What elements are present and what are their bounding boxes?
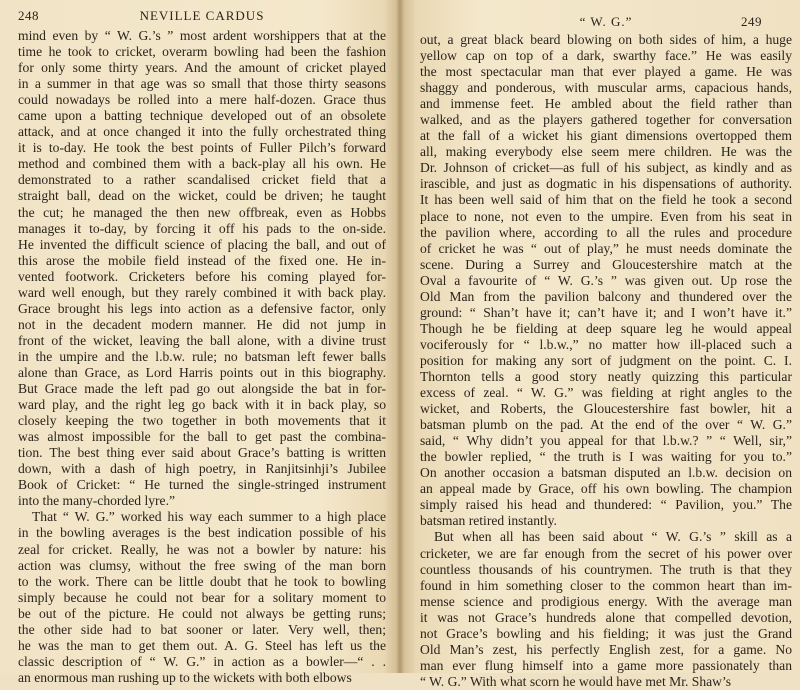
right-page bbox=[400, 0, 800, 689]
right-text-line: ground: “ Shan’t have it; can’t have it; and I won’t have it.” bbox=[420, 304, 792, 320]
right-text-line: position for making any sort of judgment on the point. C. I. bbox=[420, 352, 792, 368]
left-text-line: demonstrated to a rather scandalised cricket field that a bbox=[18, 172, 386, 188]
left-text-line: came upon a batting technique developed out of an obsolete bbox=[18, 108, 386, 124]
left-text-line: in a summer in that age was so small that those thirty seasons bbox=[18, 76, 386, 92]
left-text-line: mind even by “ W. G.’s ” most ardent worshippers that at the bbox=[18, 28, 386, 43]
right-text-line: Thornton tells a good story neatly quizzing this particular bbox=[420, 368, 792, 384]
left-text-line: Book of Cricket: “ He turned the single-stringed instrument bbox=[18, 477, 386, 493]
left-text-line: time he took to cricket, overarm bowling had been the fashion bbox=[18, 44, 386, 60]
left-text-line: an enormous man rushing up to the wickets with both elbows bbox=[18, 669, 352, 685]
right-page-header bbox=[420, 14, 792, 34]
right-text-line: of cricket he was “ out of play,” he must needs dominate the bbox=[420, 240, 792, 256]
left-page-header bbox=[18, 8, 386, 28]
right-text-line: “ W. G.” With what scorn he would have met Mr. Shaw’s bbox=[420, 673, 732, 689]
right-text-line: not Grace’s bowling and his fielding; it was just the Grand bbox=[420, 625, 792, 641]
left-text-line: he was the man to get them out. A. G. Steel has left us the bbox=[18, 637, 386, 653]
right-text-line: man ever flung himself into a game more passionately than bbox=[420, 657, 792, 673]
right-text-line: mense science and prodigious energy. With the average man bbox=[420, 593, 792, 609]
left-text-line: down, with a dash of high poetry, in Ranjitsinhji’s Jubilee bbox=[18, 461, 386, 477]
right-text-line: the most spectacular man that ever played a game. He was bbox=[420, 64, 792, 80]
left-text-line: zeal for cricket. Really, he was not a bowler by nature: his bbox=[18, 541, 386, 557]
left-text-line: this arose the mobile field instead of the fixed one. He in- bbox=[18, 252, 386, 268]
right-text-line: the bowler replied, “ the truth is I was waiting for you to.” bbox=[420, 449, 792, 465]
right-text-line: batsman plumb on the pad. At the end of the over “ W. G.” bbox=[420, 417, 792, 433]
right-text-line: out, a great black beard blowing on both sides of him, a huge bbox=[420, 32, 792, 47]
right-text-line: scene. During a Surrey and Gloucestershire match at the bbox=[420, 256, 792, 272]
left-text-line: But Grace made the left pad go out alongside the bat in for- bbox=[18, 381, 386, 397]
left-text-line: the cut; he managed the then new offbreak, even as Hobbs bbox=[18, 204, 386, 220]
left-text-line: straight ball, dead on the wicket, could be driven; he taught bbox=[18, 188, 386, 204]
right-running-head: “ W. G.” bbox=[579, 14, 633, 29]
right-text-line: said, “ Why didn’t you appeal for that l.b.w.? ” “ Well, sir,” bbox=[420, 433, 792, 449]
left-text-line: into the many-chorded lyre.” bbox=[18, 493, 176, 509]
left-text-line: the other side had to bat sooner or later. Very well, then; bbox=[18, 621, 386, 637]
right-text-line: But when all has been said about “ W. G.’s ” skill as a bbox=[434, 529, 792, 545]
right-text-line: It has been well said of him that on the field he took a second bbox=[420, 192, 792, 208]
right-text-line: cricketer, we are far enough from the secret of his power over bbox=[420, 545, 792, 561]
left-text-line: classic description of “ W. G.” in action as a bowler—“ . . bbox=[18, 653, 386, 669]
right-text-line: On another occasion a batsman disputed an l.b.w. decision on bbox=[420, 465, 792, 481]
right-text-line: found in him something closer to the common heart than im- bbox=[420, 577, 792, 593]
right-text-line: the pavilion where, according to all the rules and procedure bbox=[420, 224, 792, 240]
right-text-line: walked, and as the players gathered together for conversation bbox=[420, 112, 792, 128]
right-text-line: yellow cap on top of a dark, swarthy face.” He was easily bbox=[420, 48, 792, 64]
left-text-line: closely keeping the two together in both movements that it bbox=[18, 413, 386, 429]
right-text-line: wicket, and Roberts, the Gloucestershire fast bowler, hit a bbox=[420, 401, 792, 417]
right-text-line: Old Man’s zest, his perfectly English zest, for a game. No bbox=[420, 641, 792, 657]
left-text-line: in the umpire and the l.b.w. rule; no batsman left fewer balls bbox=[18, 348, 386, 364]
left-text-line: That “ W. G.” worked his way each summer to a high place bbox=[32, 509, 386, 525]
right-text-line: all, making everybody else seem mere children. He was the bbox=[420, 144, 792, 160]
left-page-text bbox=[18, 28, 386, 686]
right-text-line: it was not Grace’s hundreds alone that compelled devotion, bbox=[420, 609, 792, 625]
right-text-line: shaggy and ponderous, with muscular arms, capacious hands, bbox=[420, 80, 792, 96]
left-page-number: 248 bbox=[18, 8, 39, 23]
right-text-line: Oval a favourite of “ W. G.’s ” was given out. Up rose the bbox=[420, 272, 792, 288]
left-text-line: tion. The best thing ever said about Grace’s batting is written bbox=[18, 445, 386, 461]
right-text-line: Dr. Johnson of cricket—as full of his subject, as kindly and as bbox=[420, 160, 792, 176]
right-text-line: Old Man from the pavilion balcony and thundered over the bbox=[420, 288, 792, 304]
left-text-line: Grace brought his legs into action as a defensive factor, only bbox=[18, 300, 386, 316]
right-text-line: an appeal made by Grace, off his own bowling. The champion bbox=[420, 481, 792, 497]
right-text-line: place to none, not even to the umpire. Even from his seat in bbox=[420, 208, 792, 224]
left-text-line: could nowadays be rolled into a mere half-dozen. Grace thus bbox=[18, 92, 386, 108]
left-text-line: to the work. There can be little doubt that he took to bowling bbox=[18, 573, 386, 589]
right-text-line: vociferously for “ l.b.w.,” no matter how ill-placed such a bbox=[420, 336, 792, 352]
left-text-line: ward well enough, but they rarely combined it with back play. bbox=[18, 284, 386, 300]
left-text-line: in the bowling averages is the best indication possible of his bbox=[18, 525, 386, 541]
left-text-line: alone than Grace, as Lord Harris points out in this biography. bbox=[18, 364, 386, 380]
right-text-line: simply raised his head and thundered: “ Pavilion, you.” The bbox=[420, 497, 792, 513]
left-text-line: action was clumsy, without the free swing of the man born bbox=[18, 557, 386, 573]
left-text-line: be out of the picture. He could not always be getting runs; bbox=[18, 605, 386, 621]
left-text-line: for only some thirty years. And the amount of cricket played bbox=[18, 60, 386, 76]
left-text-line: manages it to-day, by forcing it off his pads to the on-side. bbox=[18, 220, 386, 236]
left-text-line: it is to-day. He took the best points of Fuller Pilch’s forward bbox=[18, 140, 386, 156]
right-text-line: at the fall of a wicket his giant dimensions overtopped them bbox=[420, 128, 792, 144]
right-page-text bbox=[420, 32, 792, 690]
left-text-line: vented footwork. Cricketers before his coming played for- bbox=[18, 268, 386, 284]
left-running-head: NEVILLE CARDUS bbox=[139, 8, 265, 23]
right-page-number: 249 bbox=[741, 14, 762, 29]
left-text-line: attack, and at once changed it into the fully orchestrated thing bbox=[18, 124, 386, 140]
right-text-line: countless thousands of his countrymen. The truth is that they bbox=[420, 561, 792, 577]
right-text-line: Though he be fielding at deep square leg he would appeal bbox=[420, 320, 792, 336]
left-text-line: method and combined them with a back-play all his own. He bbox=[18, 156, 386, 172]
left-text-line: simply because he could not bear for a solitary moment to bbox=[18, 589, 386, 605]
left-text-line: not in the decadent modern manner. He did not jump in bbox=[18, 316, 386, 332]
left-page bbox=[0, 0, 400, 685]
left-text-line: was almost impossible for the ball to get past the combina- bbox=[18, 429, 386, 445]
right-text-line: irascible, and just as dogmatic in his dispensations of authority. bbox=[420, 176, 792, 192]
right-text-line: batsman retired instantly. bbox=[420, 513, 557, 529]
left-text-line: ward play, and the right leg go back with it in back play, so bbox=[18, 397, 386, 413]
left-text-line: front of the wicket, leaving the ball alone, with a divine trust bbox=[18, 332, 386, 348]
right-text-line: and immense feet. He ambled about the field rather than bbox=[420, 96, 792, 112]
right-text-line: excess of zeal. “ W. G.” was fielding at right angles to the bbox=[420, 385, 792, 401]
left-text-line: He invented the difficult science of placing the ball, and out of bbox=[18, 236, 386, 252]
